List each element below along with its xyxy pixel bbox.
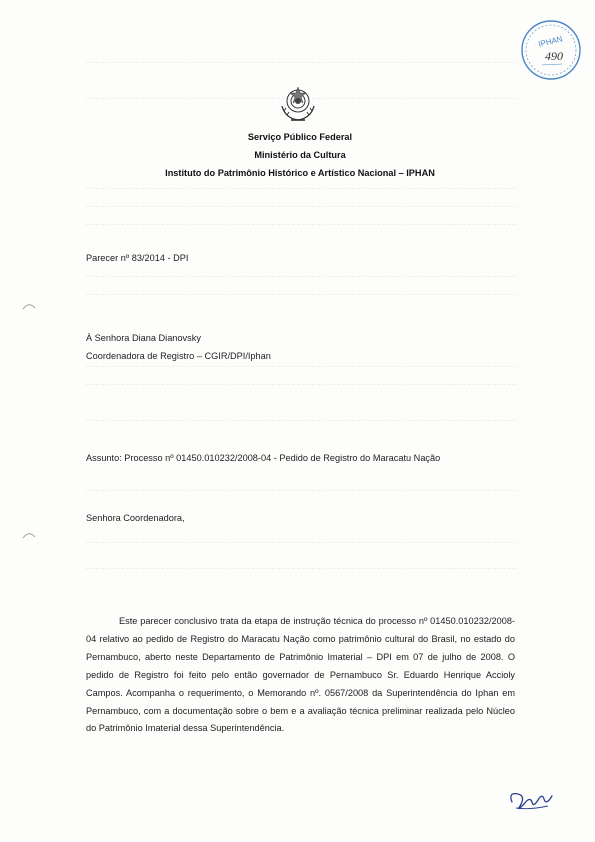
handwritten-initials [506, 784, 556, 814]
bleed-through-line [86, 542, 516, 544]
bleed-through-line [86, 62, 516, 64]
punch-hole-mark [22, 302, 36, 310]
bleed-through-line [86, 276, 516, 278]
stamp-label: IPHAN [537, 34, 564, 49]
body-paragraph: Este parecer conclusivo trata da etapa de instrução técnica do processo nº 01450.010232/2008-04 relativo ao pedido de Registro do Maracatu Nação como patrimônio cultural do Brasil, no estado do Pernambuco, aberto neste Departamento de Patrimônio Imaterial – DPI em 07 de julho de 2008. O pedido de Registro foi feito pelo então governador de Pernambuco Sr. Eduardo Henrique Accioly Campos. Acompanha o requerimento, o Memorando nº. 0567/2008 da Superintendência do Iphan em Pernambuco, com a documentação sobre o bem e a avaliação técnica preliminar realizada pelo Núcleo do Patrimônio Imaterial dessa Superintendência. [86, 616, 515, 734]
bleed-through-line [86, 490, 516, 492]
header-line-service: Serviço Público Federal [247, 132, 353, 142]
bleed-through-line [86, 224, 516, 226]
recipient-name: À Senhora Diana Dianovsky [86, 333, 201, 343]
bleed-through-line [86, 366, 516, 368]
protocol-stamp [518, 16, 584, 84]
header-line-institute: Instituto do Patrimônio Histórico e Artístico Nacional – IPHAN [165, 168, 435, 178]
salutation: Senhora Coordenadora, [86, 513, 185, 523]
punch-hole-mark [22, 531, 36, 539]
subject-line: Assunto: Processo nº 01450.010232/2008-04 - Pedido de Registro do Maracatu Nação [86, 453, 441, 463]
recipient-role: Coordenadora de Registro – CGIR/DPI/Iphan [86, 351, 271, 361]
coat-of-arms-icon [277, 84, 319, 124]
bleed-through-line [86, 294, 516, 296]
bleed-through-line [86, 420, 516, 422]
bleed-through-line [86, 568, 516, 570]
bleed-through-line [86, 188, 516, 190]
parecer-number: Parecer nº 83/2014 - DPI [86, 253, 189, 263]
stamp-number: 490 [545, 49, 563, 63]
bleed-through-line [86, 206, 516, 208]
header-line-ministry: Ministério da Cultura [254, 150, 346, 160]
bleed-through-line [86, 384, 516, 386]
